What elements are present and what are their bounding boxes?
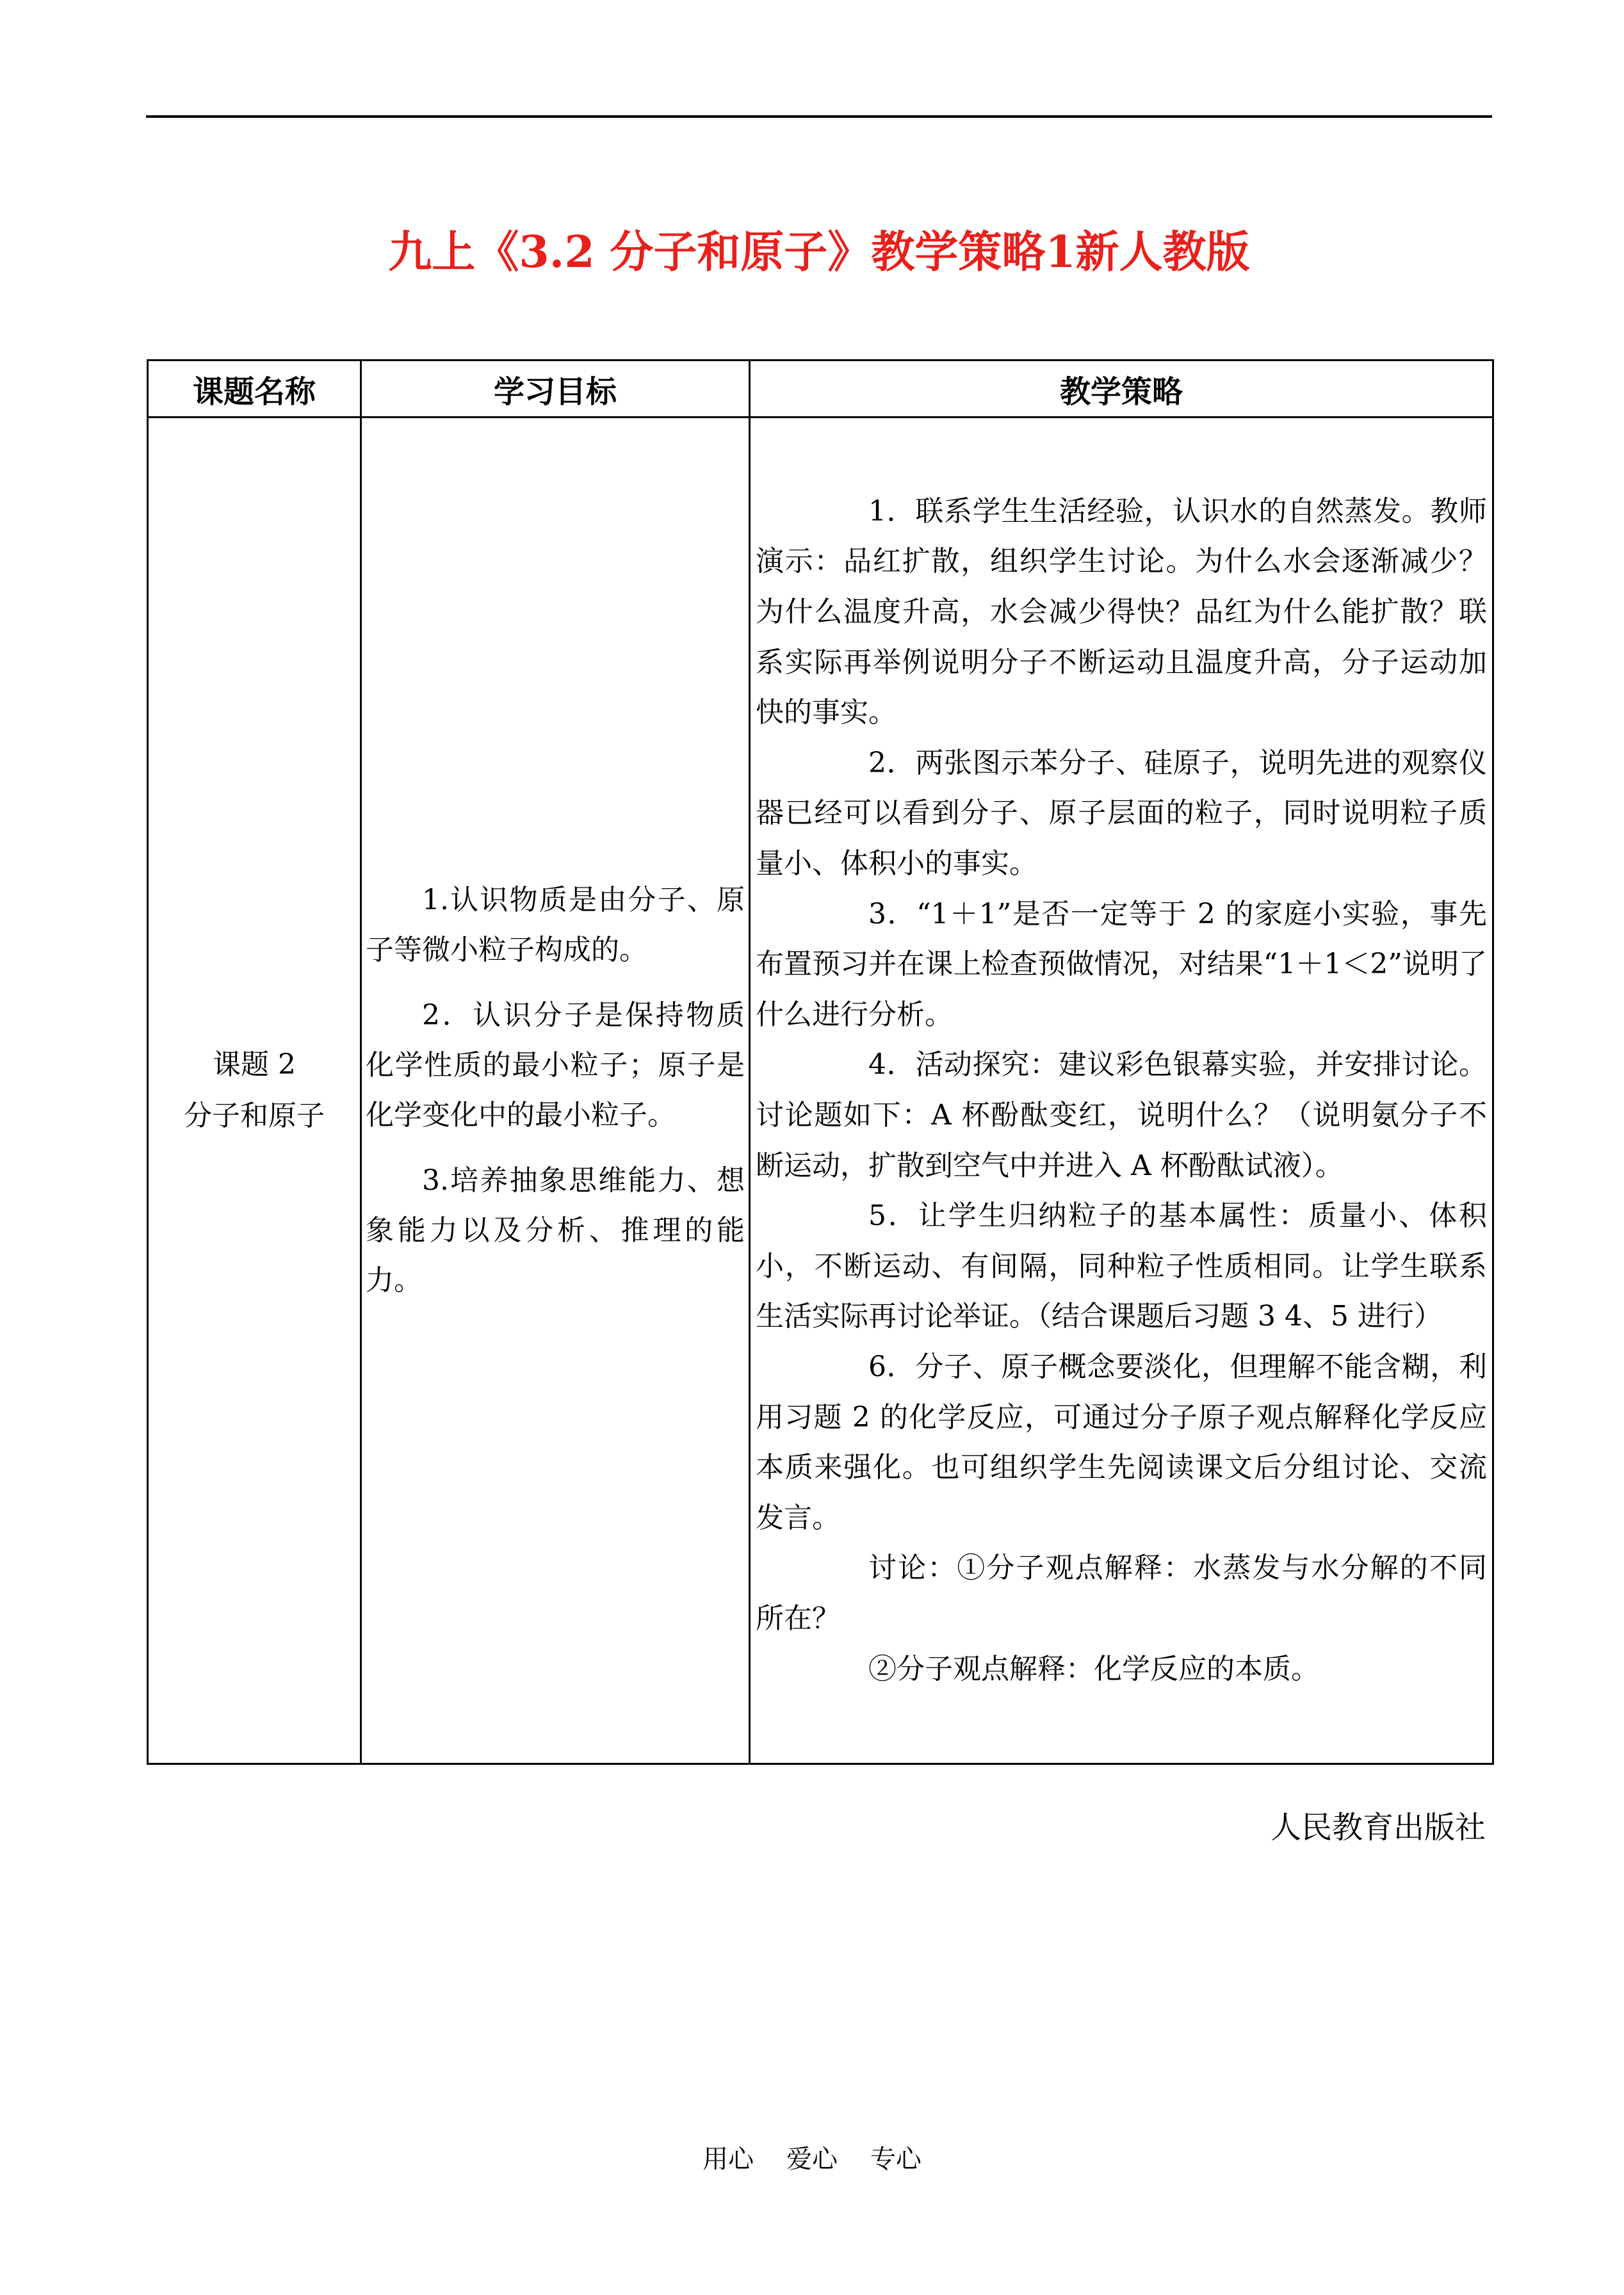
header-learning-goals: 学习目标 bbox=[361, 361, 750, 418]
discussion-item: ②分子观点解释：化学反应的本质。 bbox=[868, 1652, 1319, 1685]
strategy-item: 5．让学生归纳粒子的基本属性：质量小、体积小，不断运动、有间隔，同种粒子性质相同。让学生联系生活实际再讨论举证。（结合课题后习题 3 4、5 进行） bbox=[756, 1199, 1487, 1333]
goal-item: 2．认识分子是保持物质化学性质的最小粒子；原子是化学变化中的最小粒子。 bbox=[366, 999, 745, 1131]
strategy-item: 4．活动探究：建议彩色银幕实验，并安排讨论。讨论题如下：A 杯酚酞变红，说明什么？（说明氨分子不断运动，扩散到空气中并进入 A 杯酚酞试液）。 bbox=[756, 1048, 1487, 1182]
strategy-item: 3．“1＋1”是否一定等于 2 的家庭小实验，事先布置预习并在课上检查预做情况，对结果“1＋1＜2”说明了什么进行分析。 bbox=[756, 897, 1487, 1031]
teaching-strategy-table bbox=[147, 359, 1494, 1765]
goal-item: 1.认识物质是由分子、原子等微小粒子构成的。 bbox=[366, 884, 745, 966]
discussion-item: 讨论：①分子观点解释：水蒸发与水分解的不同所在？ bbox=[756, 1552, 1487, 1635]
header-rule bbox=[146, 115, 1492, 118]
topic-cell bbox=[148, 418, 361, 1764]
page-title: 九上《3.2 分子和原子》教学策略1新人教版 bbox=[388, 227, 1250, 278]
topic-title: 分子和原子 bbox=[184, 1099, 325, 1132]
topic-number: 课题 2 bbox=[213, 1048, 296, 1081]
goals-cell bbox=[361, 418, 750, 1764]
publisher-name: 人民教育出版社 bbox=[1270, 1810, 1486, 1845]
strategy-item: 6．分子、原子概念要淡化，但理解不能含糊，利用习题 2 的化学反应，可通过分子原子观点解释化学反应本质来强化。也可组织学生先阅读课文后分组讨论、交流发言。 bbox=[756, 1350, 1487, 1534]
strategy-item: 1．联系学生生活经验，认识水的自然蒸发。教师演示：品红扩散，组织学生讨论。为什么水会逐渐减少？为什么温度升高，水会减少得快？品红为什么能扩散？联系实际再举例说明分子不断运动且温度升高，分子运动加快的事实。 bbox=[756, 494, 1487, 729]
header-teaching-strategy: 教学策略 bbox=[750, 361, 1493, 418]
strategy-cell bbox=[750, 418, 1493, 1764]
header-topic-name: 课题名称 bbox=[148, 361, 361, 418]
strategy-item: 2．两张图示苯分子、硅原子，说明先进的观察仪器已经可以看到分子、原子层面的粒子，同时说明粒子质量小、体积小的事实。 bbox=[756, 746, 1487, 880]
table-row bbox=[148, 418, 1493, 1764]
goal-item: 3.培养抽象思维能力、想象能力以及分析、推理的能力。 bbox=[366, 1164, 745, 1297]
table-header-row bbox=[148, 361, 1493, 418]
footer-motto: 用心 爱心 专心 bbox=[702, 2145, 922, 2174]
